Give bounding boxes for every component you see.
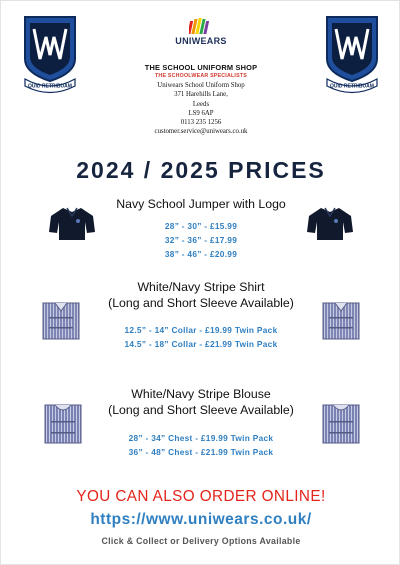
jumper-image-right-icon bbox=[307, 206, 353, 242]
website-link[interactable]: https://www.uniwears.co.uk/ bbox=[90, 511, 312, 528]
svg-text:QUID RETRIBUAM: QUID RETRIBUAM bbox=[28, 83, 72, 90]
jumper-price: 38” - 46” - £20.99 bbox=[164, 249, 238, 259]
shirt-image-right-icon bbox=[321, 299, 361, 341]
address-line: Leeds bbox=[192, 100, 210, 108]
blouse-image-right-icon bbox=[321, 401, 361, 445]
email-address: customer.service@uniwears.co.uk bbox=[154, 128, 248, 136]
blouse-price: 36” - 48” Chest - £21.99 Twin Pack bbox=[128, 447, 274, 457]
blouse-subtitle: (Long and Short Sleeve Available) bbox=[108, 403, 294, 417]
address-block bbox=[101, 81, 301, 137]
blouse-title: White/Navy Stripe Blouse bbox=[131, 387, 271, 401]
svg-text:QUID RETRIBUAM: QUID RETRIBUAM bbox=[330, 83, 374, 90]
tagline: THE SCHOOLWEAR SPECIALISTS bbox=[154, 73, 248, 79]
school-crest-left-icon bbox=[21, 15, 79, 95]
blouse-image-left-icon bbox=[43, 401, 83, 445]
blouse-price: 28” - 34” Chest - £19.99 Twin Pack bbox=[128, 433, 274, 443]
shirt-image-left-icon bbox=[41, 299, 81, 341]
jumper-price: 32” - 36” - £17.99 bbox=[164, 235, 238, 245]
shirt-title: White/Navy Stripe Shirt bbox=[137, 280, 265, 294]
prices-title: 2024 / 2025 PRICES bbox=[76, 157, 326, 183]
shirt-price: 14.5” - 18” Collar - £21.99 Twin Pack bbox=[124, 339, 278, 349]
address-line: 371 Harehills Lane, bbox=[174, 91, 228, 99]
brand-name: UNIWEARS bbox=[175, 36, 227, 46]
uniwears-mark-icon bbox=[189, 17, 213, 35]
jumper-title: Navy School Jumper with Logo bbox=[116, 197, 286, 211]
uniwears-logo bbox=[151, 17, 251, 46]
jumper-image-left-icon bbox=[49, 206, 95, 242]
delivery-options-text: Click & Collect or Delivery Options Available bbox=[101, 536, 301, 546]
address-line: Uniwears School Uniform Shop bbox=[157, 82, 245, 89]
shirt-subtitle: (Long and Short Sleeve Available) bbox=[108, 296, 294, 310]
shop-name: THE SCHOOL UNIFORM SHOP bbox=[144, 63, 258, 72]
phone-number: 0113 235 1256 bbox=[180, 119, 222, 127]
school-crest-right-icon bbox=[323, 15, 381, 95]
jumper-price: 28” - 30” - £15.99 bbox=[164, 221, 238, 231]
order-online-heading: YOU CAN ALSO ORDER ONLINE! bbox=[76, 488, 326, 505]
address-line: LS9 6AP bbox=[188, 109, 214, 117]
shirt-price: 12.5” - 14” Collar - £19.99 Twin Pack bbox=[124, 325, 278, 335]
